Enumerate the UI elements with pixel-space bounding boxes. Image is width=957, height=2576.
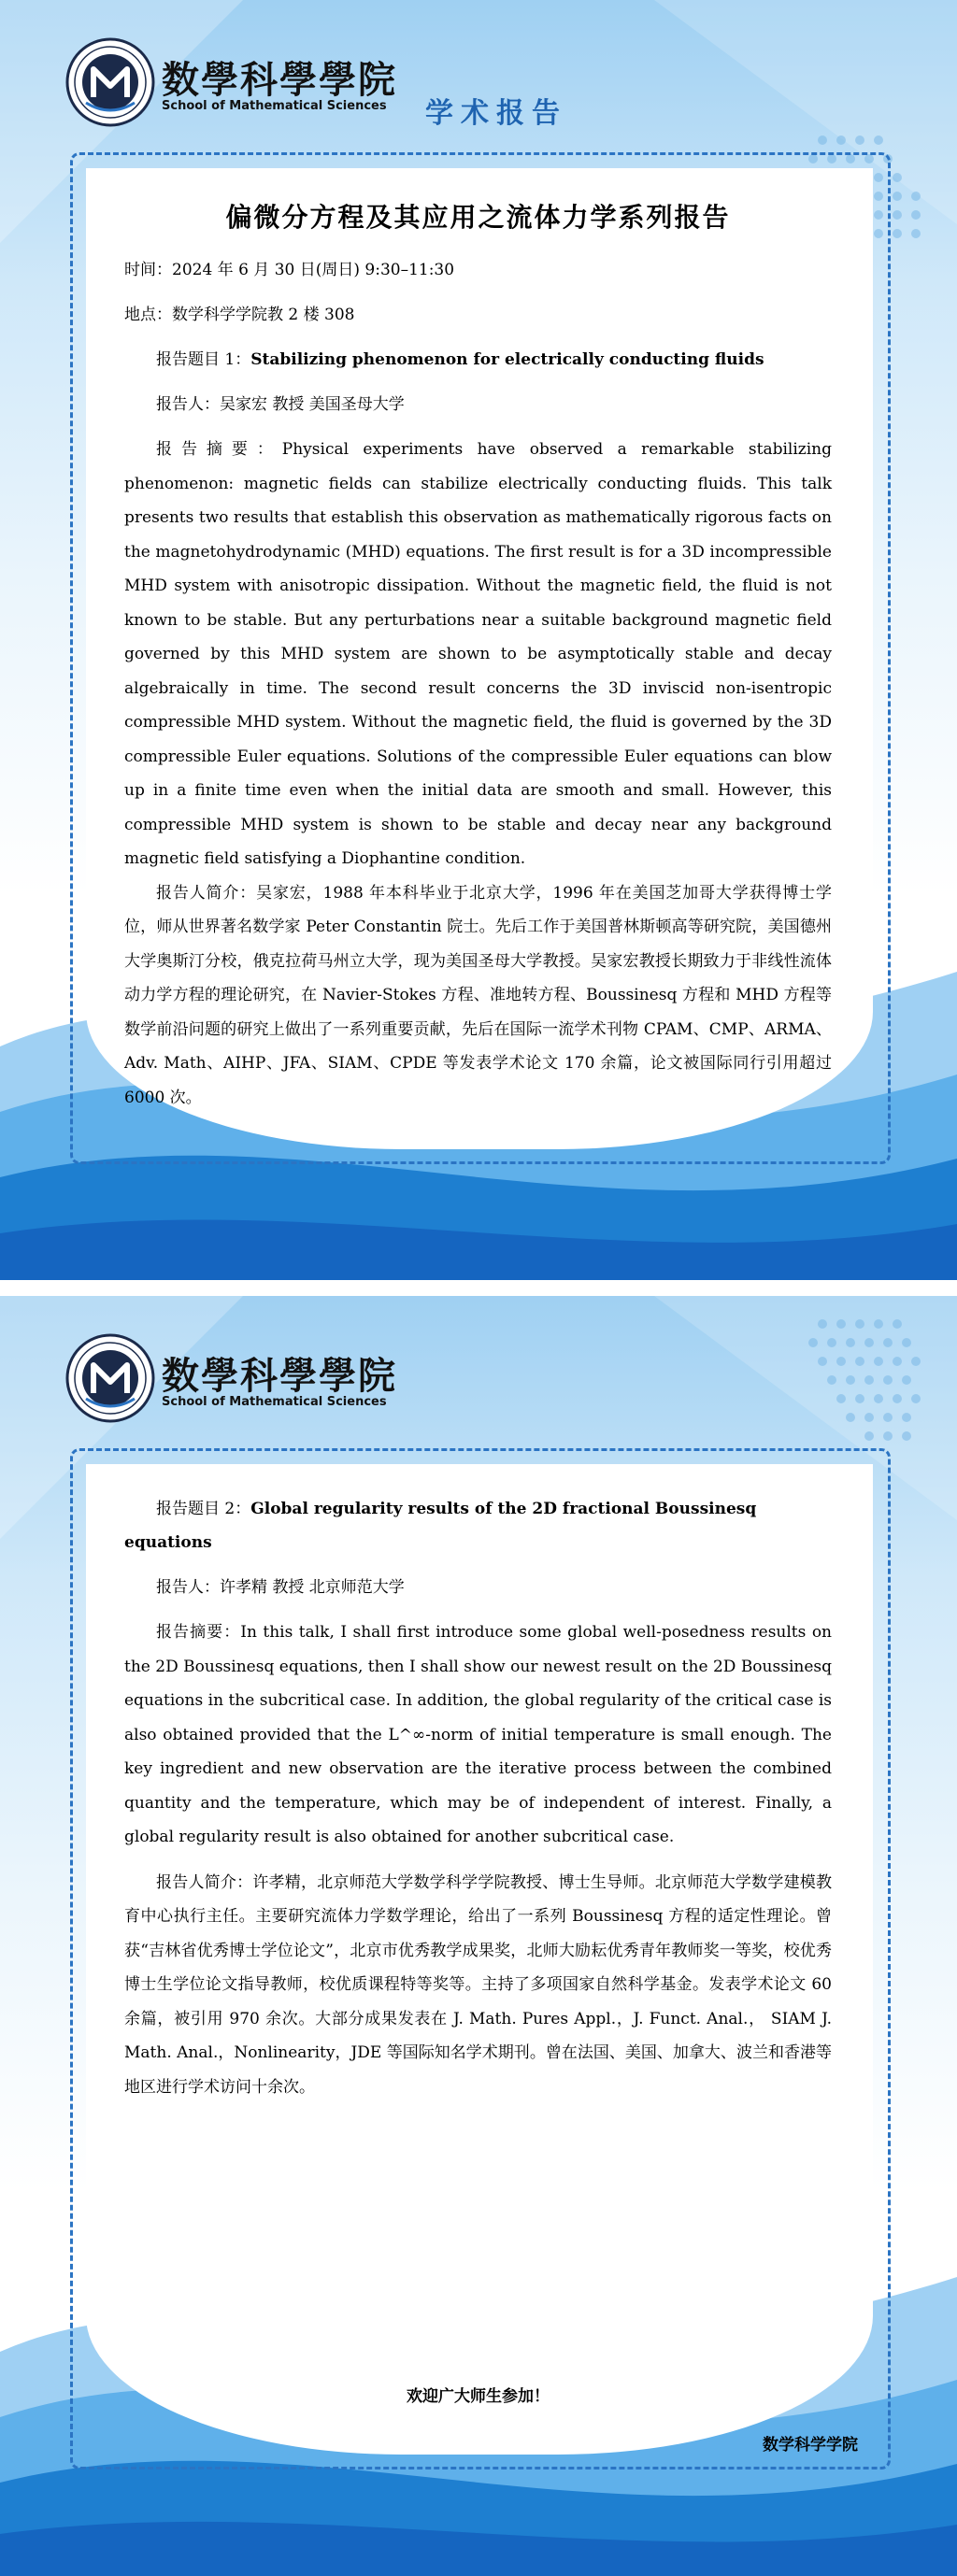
talk2-bio (124, 1866, 832, 2105)
school-name-en: School of Mathematical Sciences (162, 99, 387, 113)
poster-page-2 (0, 1296, 957, 2576)
page-title: 偏微分方程及其应用之流体力学系列报告 (225, 202, 731, 233)
talk2-abstract-text: In this talk, I shall first introduce some global well-posedness results on the 2D Boussinesq equations, then I shall show our newest result on the 2D Boussinesq equations in the subcritical case. In addition, the global regularity of the critical case is also obtained provided that the L^∞-norm of initial temperature is small enough. The key ingredient and new observation are the iterative process between the combined quantity and the temperature, which may be of independent of interest. Finally, a global regularity result is also obtained for another subcritical case. (124, 1623, 832, 1846)
talk2-topic (124, 1492, 832, 1559)
organizer-signature: 数学科学学院 (763, 2436, 858, 2455)
event-location: 地点：数学科学学院教 2 楼 308 (124, 306, 355, 324)
talk1-topic-text: Stabilizing phenomenon for electrically conducting fluids (250, 350, 764, 369)
school-name-cn: 数學科學學院 (162, 1354, 397, 1398)
talk2-bio-label: 报告人简介： (156, 1872, 253, 1892)
talk1-bio-label: 报告人简介： (156, 883, 257, 903)
page1-content (124, 199, 832, 1115)
page2-content (124, 1492, 832, 2104)
talk2-abstract-label: 报告摘要： (156, 1623, 241, 1642)
talk2-topic-label: 报告题目 2： (156, 1500, 251, 1518)
school-name-cn: 数學科學學院 (162, 58, 397, 102)
talk2-bio-text: 许孝精，北京师范大学数学科学学院教授、博士生导师。北京师范大学数学建模教育中心执行主任。主要研究流体力学数学理论，给出了一系列 Boussinesq 方程的适定性理论。曾获“吉林省优秀博士学位论文”，北京市优秀教学成果奖，北师大励耘优秀青年教师奖一等奖，校优秀博士生学位论文指导教师，校优质课程特等奖等。主持了多项国家自然科学基金。发表学术论文 60 余篇，被引用 970 余次。大部分成果发表在 J. Math. Pures Appl.，J. Funct. Anal.， SIAM J. Math. Anal.，Nonlinearity，JDE 等国际知名学术期刊。曾在法国、美国、加拿大、波兰和香港等地区进行学术访问十余次。 (124, 1872, 833, 2097)
school-logo-icon (65, 1333, 155, 1423)
talk1-speaker: 报告人：吴家宏 教授 美国圣母大学 (156, 395, 405, 414)
talk1-bio-text: 吴家宏，1988 年本科毕业于北京大学，1996 年在美国芝加哥大学获得博士学位，师从世界著名数学家 Peter Constantin 院士。先后工作于美国普林斯顿高等研究院，美国德州大学奥斯汀分校，俄克拉荷马州立大学，现为美国圣母大学教授。吴家宏教授长期致力于非线性流体动力学方程的理论研究，在 Navier-Stokes 方程、准地转方程、Boussinesq 方程和 MHD 方程等数学前沿问题的研究上做出了一系列重要贡献，先后在国际一流学术刊物 CPAM、CMP、ARMA、Adv. Math、AIHP、JFA、SIAM、CPDE 等发表学术论文 170 余篇，论文被国际同行引用超过 6000 次。 (124, 883, 832, 1107)
poster-page-1 (0, 0, 957, 1280)
talk2-abstract (124, 1615, 832, 1855)
talk1-abstract-text: Physical experiments have observed a remarkable stabilizing phenomenon: magnetic fields can stabilize electrically conducting fluids. This talk presents two results that establish this observation as mathematically rigorous facts on the magnetohydrodynamic (MHD) equations. The first result is for a 3D incompressible MHD system with anisotropic dissipation. Without the magnetic field, the fluid is not known to be stable. But any perturbations near a suitable background magnetic field governed by this MHD system are shown to be asymptotically stable and decay algebraically in time. The second result concerns the 3D inviscid non-isentropic compressible MHD system. Without the magnetic field, the fluid is governed by the 3D compressible Euler equations. Solutions of the compressible Euler equations can blow up in a finite time even when the initial data are smooth and small. However, this compressible MHD system is shown to be stable and decay near any background magnetic field satisfying a Diophantine condition. (124, 440, 833, 868)
header (61, 1326, 715, 1429)
school-name-en: School of Mathematical Sciences (162, 1395, 387, 1409)
talk1-abstract-label: 报告摘要： (156, 440, 282, 459)
talk2-speaker: 报告人：许孝精 教授 北京师范大学 (156, 1578, 405, 1597)
talk1-topic (124, 343, 832, 377)
talk1-topic-label: 报告题目 1： (156, 350, 251, 369)
header (61, 30, 715, 133)
report-label: 学术报告 (425, 97, 567, 130)
event-time: 时间：2024 年 6 月 30 日(周日) 9:30–11:30 (124, 261, 455, 279)
talk1-bio (124, 876, 832, 1116)
talk1-abstract (124, 433, 832, 876)
talk2-topic-text: Global regularity results of the 2D fractional Boussinesq equations (124, 1500, 757, 1552)
welcome-line: 欢迎广大师生参加！ (407, 2387, 550, 2406)
school-logo-icon (65, 37, 155, 127)
